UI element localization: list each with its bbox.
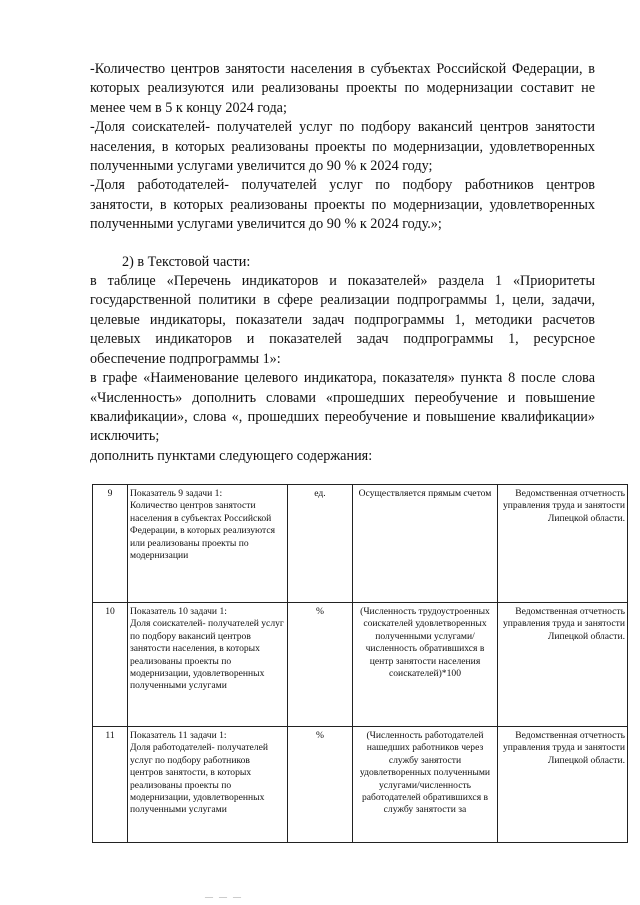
data-source: Ведомственная отчетность управления труда и занятости Липецкой области. — [498, 727, 628, 843]
data-source: Ведомственная отчетность управления труда и занятости Липецкой области. — [498, 485, 628, 603]
unit-of-measure: % — [288, 603, 353, 727]
row-number: 11 — [93, 727, 128, 843]
row-number: 10 — [93, 603, 128, 727]
section-2-heading: 2) в Текстовой части: — [122, 253, 251, 270]
unit-of-measure: ед. — [288, 485, 353, 603]
calculation-method: (Численность работодателей нашедших работников через службу занятости удовлетворенных полученными услугами/численность работодателей обратившихся в службу занятости за — [353, 727, 498, 843]
unit-of-measure: % — [288, 727, 353, 843]
indicators-table — [92, 484, 628, 843]
document-page — [90, 60, 595, 466]
paragraph-centers-count: -Количество центров занятости населения в субъектах Российской Федерации, в которых реализуются или реализованы проекты по модернизации составит не менее чем в 5 к концу 2024 года; — [90, 61, 595, 116]
data-source: Ведомственная отчетность управления труда и занятости Липецкой области. — [498, 603, 628, 727]
calculation-method: Осуществляется прямым счетом — [353, 485, 498, 603]
section-2-add-items: дополнить пунктами следующего содержания: — [90, 447, 373, 464]
row-number: 9 — [93, 485, 128, 603]
footer-mark: — — — — [205, 892, 243, 901]
section-2-amendment: в графе «Наименование целевого индикатора, показателя» пункта 8 после слова «Численность» дополнить словами «прошедших переобучение и повышение квалификации», слова «, прошедших переобучение и повышение квалификации» исключить; — [90, 370, 595, 445]
calculation-method: (Численность трудоустроенных соискателей удовлетворенных полученными услугами/численность обратившихся в центр занятости населения соискателей)*100 — [353, 603, 498, 727]
indicator-name: Показатель 10 задачи 1: Доля соискателей- получателей услуг по подбору вакансий центров занятости населения, в которых реализованы проекты по модернизации, удовлетворенных полученными услугами — [128, 603, 288, 727]
indicator-name: Показатель 9 задачи 1: Количество центров занятости населения в субъектах Российской Федерации, в которых реализуются или реализованы проекты по модернизации — [128, 485, 288, 603]
indicator-name: Показатель 11 задачи 1: Доля работодателей- получателей услуг по подбору работников центров занятости, в которых реализованы проекты по модернизации, удовлетворенных полученными услугами — [128, 727, 288, 843]
section-2-table-reference: в таблице «Перечень индикаторов и показателей» раздела 1 «Приоритеты государственной политики в сфере реализации подпрограммы 1, цели, задачи, целевые индикаторы, показатели задач подпрограммы 1, методики расчетов целевых индикаторов и показателей задач подпрограммы 1, ресурсное обеспечение подпрограммы 1»: — [90, 273, 595, 367]
table-row — [93, 727, 628, 843]
paragraph-jobseekers-share: -Доля соискателей- получателей услуг по подбору вакансий центров занятости населения, в которых реализованы проекты по модернизации, удовлетворенных полученными услугами увеличится до 90 % к 2024 году; — [90, 119, 595, 175]
paragraph-employers-share: -Доля работодателей- получателей услуг по подбору работников центров занятости, в которых реализованы проекты по модернизации, удовлетворенных полученными услугами увеличится до 90 % к 2024 году.»; — [90, 177, 595, 233]
table-row — [93, 603, 628, 727]
table-row — [93, 485, 628, 603]
